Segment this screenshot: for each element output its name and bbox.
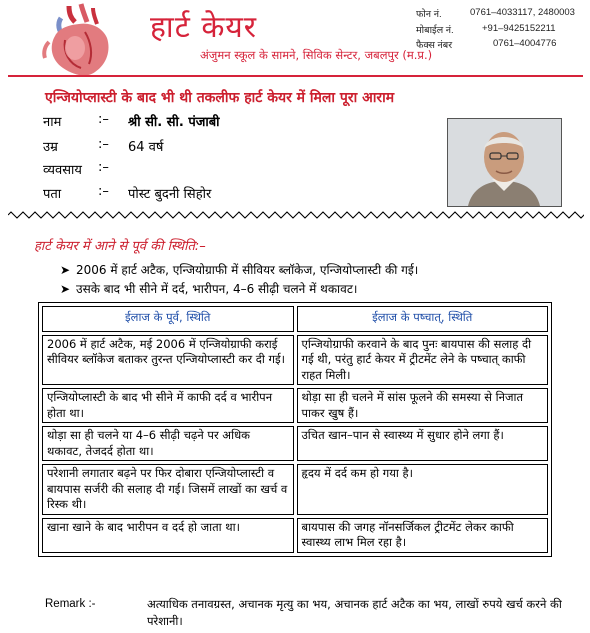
contact-phone-label: फोन नं. — [416, 9, 442, 20]
before-section-title: हार्ट केयर में आने से पूर्व की स्थिति:– — [34, 239, 206, 254]
table-header-row — [42, 306, 548, 332]
header-divider — [8, 75, 583, 77]
profile-address-label: पता — [43, 187, 62, 202]
before-bullet — [60, 280, 357, 297]
brand-address: अंजुमन स्कूल के सामने, सिविक सेन्टर, जबलपुर (म.प्र.) — [200, 48, 433, 62]
cell-before: एन्जियोप्लास्टी के बाद भी सीने में काफी दर्द व भारीपन होता था। — [42, 388, 294, 423]
profile-occupation-label: व्यवसाय — [43, 163, 82, 178]
cell-before: 2006 में हार्ट अटैक, मई 2006 में एन्जियोग्राफी कराई सीवियर ब्लॉकेज बताकर तुरन्त एन्जियोप्लास्टी कर दी गई। — [42, 335, 294, 386]
table-row — [42, 335, 548, 386]
cell-before: खाना खाने के बाद भारीपन व दर्द हो जाता था। — [42, 518, 294, 553]
anatomical-heart-icon — [35, 2, 121, 80]
brand-title: हार्ट केयर — [150, 10, 258, 45]
arrow-bullet-icon: ➤ — [60, 263, 71, 277]
before-bullet-text: उसके बाद भी सीने में दर्द, भारीपन, 4–6 सीढ़ी चलने में थकावट। — [76, 282, 358, 296]
table-row — [42, 518, 548, 553]
cell-after: बायपास की जगह नॉनसर्जिकल ट्रीटमेंट लेकर काफी स्वास्थ्य लाभ मिल रहा है। — [297, 518, 549, 553]
cell-before: थोड़ा सा ही चलने या 4–6 सीढ़ी चढ़ने पर अधिक थकावट, तेजदर्द होता था। — [42, 426, 294, 461]
remark-label: Remark :- — [45, 598, 96, 610]
testimonial-headline: एन्जियोप्लास्टी के बाद भी थी तकलीफ हार्ट केयर में मिला पूरा आराम — [45, 90, 395, 106]
comparison-table — [38, 302, 552, 557]
header-before: ईलाज के पूर्व, स्थिति — [42, 306, 294, 332]
cell-after: एन्जियोग्राफी करवाने के बाद पुनः बायपास की सलाह दी गई थी, परंतु हार्ट केयर में ट्रीटमेंट लेने के पष्चात् काफी राहत मिली। — [297, 335, 549, 386]
contact-phone-value: 0761–4033117, 2480003 — [470, 7, 575, 18]
patient-portrait-icon — [448, 119, 561, 206]
cell-before: परेशानी लगातार बढ़ने पर फिर दोबारा एन्जियोप्लास्टी व बायपास सर्जरी की सलाह दी गई। जिसमें लाखों का खर्च व रिस्क थी। — [42, 464, 294, 515]
contact-fax-value: 0761–4004776 — [493, 38, 557, 49]
decorative-wavy-divider — [8, 211, 584, 219]
contact-mobile-label: मोबाईल नं. — [416, 25, 454, 36]
profile-name-label: नाम — [43, 115, 62, 130]
profile-separator: :– — [98, 184, 109, 199]
table-row — [42, 426, 548, 461]
profile-name-value: श्री सी. सी. पंजाबी — [128, 115, 220, 130]
profile-address-value: पोस्ट बुदनी सिहोर — [128, 187, 212, 202]
before-bullet — [60, 261, 418, 278]
cell-after: उचित खान–पान से स्वास्थ्य में सुधार होने लगा हैं। — [297, 426, 549, 461]
profile-age-label: उम्र — [43, 140, 58, 155]
profile-age-value: 64 वर्ष — [128, 140, 164, 155]
profile-separator: :– — [98, 137, 109, 152]
patient-photo — [447, 118, 562, 207]
cell-after: थोड़ा सा ही चलने में सांस फूलने की समस्या से निजात पाकर खुष हैं। — [297, 388, 549, 423]
before-bullet-text: 2006 में हार्ट अटैक, एन्जियोग्राफी में सीवियर ब्लॉकेज, एन्जियोप्लास्टी की गई। — [76, 263, 419, 277]
table-row — [42, 464, 548, 515]
contact-mobile-value: +91–9425152211 — [482, 23, 556, 34]
table-row — [42, 388, 548, 423]
remark-text: अत्याधिक तनावग्रस्त, अचानक मृत्यु का भय, अचानक हार्ट अटैक का भय, लाखों रुपये खर्च करने की परेशानी। — [147, 597, 562, 628]
cell-after: हृदय में दर्द कम हो गया है। — [297, 464, 549, 515]
contact-fax-label: फैक्स नंबर — [416, 40, 453, 51]
profile-separator: :– — [98, 160, 109, 175]
arrow-bullet-icon: ➤ — [60, 282, 71, 296]
header-after: ईलाज के पष्चात्, स्थिति — [297, 306, 549, 332]
profile-separator: :– — [98, 112, 109, 127]
